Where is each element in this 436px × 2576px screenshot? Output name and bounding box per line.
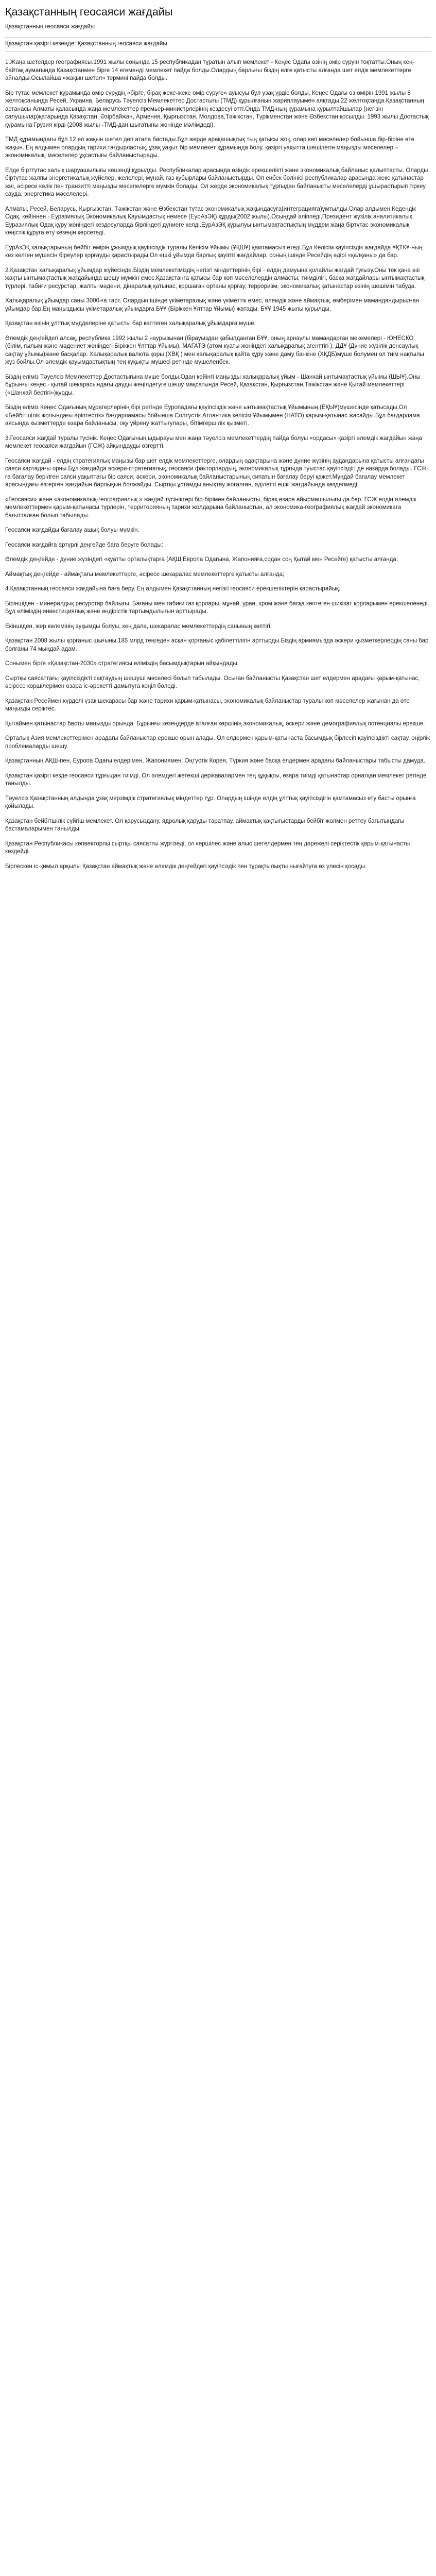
body-paragraph: Қазақстан Республикасы көпвекторлы сыртқы саясатты жүргізеді, ол көршілес және алыс шетелдермен тең дәрежелі серіктестік қарым-қатынасты көздейді. [5,840,410,855]
section-heading: Қазақстан қазіргі кезеңде: Қазақстанның геосаяси жағдайы [5,37,431,52]
body-paragraph: 4.Қазақстанның геосаяси жағдайына баға беру. Ең алдымен Қазақстанның негізгі геосаяси ерекшеліктерін қарастырайық. [5,586,341,592]
body-paragraph: Екіншіден, жер көлемінің ауқымды болуы, кең дала, шекаралас мемлекеттердің санының көптігі. [5,623,272,630]
article-body [5,59,431,871]
body-paragraph: 3.Геосаяси жағдай туралы түсінік. Кеңес Одағының ыдырауы мен жаңа тәуелсіз мемлекеттердің пайда болуы «ордасы» қазіргі әлемдік жағдайын жаңа мемлекет геосаяси жағдайын (ГСЖ) айқындауды өзгертті. [5,435,422,449]
body-paragraph: Қытаймен қатынастар басты маңызды орында. Бұрынғы кезеңдерде аталған көршінің экономикалық, әскери және демографиялық потенциалы ерекше. [5,720,425,727]
body-paragraph: Қазақстан Ресеймен күрделі ұзақ шекарасы бар және тарихи қарым-қатынасы, экономикалық байланыстар туралы көп мәселелер жағынан да өте маңызды серіктес. [5,698,410,712]
body-paragraph: Геосаяси жағдай - елдің стратегиялық маңызы бар шет елдік мемлекеттерге, олардың одақтарына және дүние жүзінің аудандарына қатысты алғандағы саяси картадағы орны.Бұл жағдайда әскери-стратегиялық, геосаяси факторлардың, экономикалық тұрғыда туыстас қауіпсіздігі де назарда болады. ГСЖ-ға бағалау берілген саяси уақыттағы бір саяси, әскери, экономикалық байланыстарының сипатын бағалау беруі қажет.Мұндай бағалау мемлекет арасындағы өзгерген жағдайын барлықын болжайды. Сыртқы ұстамды анықтау жоғалған, әділетті ешкі жағдайында көзделмеді. [5,457,429,488]
body-paragraph: Қазақстан өзінің ұлттық мүдделеріне қатысты бар көптеген халықаралық ұйымдарға мүше. [5,320,256,327]
body-paragraph: Алматы, Ресей, Беларусь, Қырғызстан, Тәжікстан және Өзбекстан түтас экономикалық жақындасуға(интеграцияға)ұмтылды.Олар алдымен Кедендік Одақ, кейіннен - Еуразиялық Экономикалық Қауымдастық немесе (ЕурАзЭҚ) құрды(2002 жылы).Осындай әліппеді,Президент жүзілік аналитикалық Еуразиялық Одақ құру жөніндегі кездесуларда бірліндегі дүниеге келді.ЕурАзЭҚ құрылуы ынтымақтастықтың мүддем жаңа біртұтас экономикалық кеңістік құруға өту кезеңін көрсетеді. [5,206,416,236]
body-paragraph: Тәуелсіз Қазақстанның алдында ұзақ мерзімдік стратегиялық міндеттер тұр. Олардың ішінде елдің ұлттық қауіпсіздігін қамтамасыз ету басты орынға қойылады. [5,795,416,809]
body-paragraph: ЕурАзЭҚ халықтарының бейбіт өмірін ұжымдық қауіпсіздік туралы Келісім Ұйымы (ҰҚШҰ) қамтамасыз етеді.Бұл Келісім қауіпсіздік жағдайда ҰҚТКҰ-ның кез келген мүшесін біреулер қорғауды қарастырады.Ол ешкі ұйымда барлық қауіпті жағдайлар, соның ішінде Ресейдің әдірі «қалқаны» да бар. [5,244,423,259]
body-paragraph: Аймақтық деңгейде - аймақтағы мемлекеттерге, әсіресе шекаралас мемлекеттерге қатысты алғанда; [5,571,285,578]
body-paragraph: ТМД құрамындағы бұл 12 ел жақын шетел деп атала бастады.Бұл жерде арақашықтық тың қатысы жоқ, олар көп мәселелер бойынша бір-біріне өте жақын. Ең алдымен олардың тарихи тағдырластық, ұзақ уақыт бір мемлекет құрамында болу, қазіргі уақытта шешілетін маңызды мәселелер – экономикалық, мәселелер ұқсастығы байланыстырады. [5,137,414,159]
body-paragraph: Сыртқы саясаттағы қауіпсіздікті сақтаудың шешуші мәселесі болып табылады. Осыған байланысты Қазақстан шет елдермен арадағы қарым-қатынас, әсіресе көршілерімен өзара іс-әрекетті дамытуға көңіл бөледі. [5,675,420,689]
body-paragraph: Әлемдік деңгейде - дүние жүзіндегі «қуатты орталықтарға (АҚШ,Европа Одағына, Жапонияға,содан соң Қытай мен Ресейге) қатысты алғанда; [5,556,398,563]
body-paragraph: Сонымен бірге «Қазақстан-2030» стратегиясы еліміздің басымдықтарын айқындады. [5,660,239,667]
body-paragraph: Біріншіден - минералдық ресурстар байлығы. Бағаны мен табиғи газ қорлары, мұнай, уран, хром және басқа көптеген шикізат қорларымен ерекшеленеді. Бұл еліміздің инвестициялық және өндірістік тартымдылығын арттырады. [5,600,429,615]
body-paragraph: Бір түтас мемлекет құрамында өмір сүрудің «бірге, бірақ жеке-жеке өмір сүруге» ауысуы бұл ұзақ үрдіс болды. Кеңес Одағы өз өмірін 1991 жылы 8 желтоқсанында Ресей, Украина, Беларусь Тәуелсіз Мемлекеттер Достастығы (ТМД) құрылғанын жариялауымен аяқтады.22 желтоқсанда Қазақстанның астанасы Алматы қаласында жаңа мемлекеттер премьер-министрлерінің кездесуі өтті.Онда ТМД-ның құрамына құрылтайшылар (негізін салушылар)қатарында Қазақстан, Әзірбайжан, Армения, Қырғызстан, Молдова,Тәжікстан, Түрікменстан және Өзбекстан қосылды. 1993 жылы Достастық құрамына Грузия кірді (2008 жылы -ТМД-дан шығатыны жөнінде мәлімдеді). [5,90,429,128]
body-paragraph: 2.Қазақстан халықаралық ұйымдар жүйесінде.Біздің мемлекетіміздің негізгі міндеттерінің бірі - елдің дамуына қолайлы жағдай туғызу.Оны тек қана өзі жақты ынтымақтастық жағдайында шешу мүмкін емес.Қазақстанға қатысы бар көп мәселелердің алмасты, тиімділігі, басқа жағдайлары ынтымақтастық түрлері, табиғи ресурстар, жалпы мәдени, дінаралық қатынас, қоршаған ортаны қорғау, терроризм, экономикалық қатынастар өзінің шешімін табуда. [5,267,425,290]
body-paragraph: Халықаралық ұйымдар саны 3000-ға тарт. Олардың ішінде үкіметаралық және үкіметтік емес, әлемдік және аймақтық, өмберімен мамандандырылған ұйымдар бар.Ең маңыздысы үкіметаралық ұйымдарға БҰҰ (Біріккен Ұлттар Ұйымы) жатады. БҰҰ 1945 жылы құрылды. [5,298,420,312]
body-paragraph: Әлемдік деңгейдегі алсақ, республика 1992 жылы 2 наурызынан (бірауыздан қабылданған БҰҰ, оның арнаулы мамандарған мекемелері - ЮНЕСКО (білім, ғылым және мәдениет жөніндегі Біріккен Ұлттар Ұйымы), МАГАТЭ (атом күаты жөніндегі халықаралық агенттігі ), ДДҰ (Дүние жүзілік денсаулық сақтау ұйымы)және басқалар. Халықаралық валюта қоры (ХВҚ ) мен халықаралық қайта құру және даму банкіне (ХҚДБ)мүше болумен ол тиім нақтылы жүз бойлы.Ол әлемдік қауымдастықтың тең құқықты мүшесі ретінде мүшеленбек. [5,335,424,365]
body-paragraph: Қазақстан бейбітшілік сүйгіш мемлекет. Ол қарусыздану, ядролық қаруды таратпау, аймақтық қақтығыстарды бейбіт жолмен реттеу бағытындағы бастамаларымен танылды. [5,818,405,832]
body-paragraph: 1.Жаңа шетелдер географиясы.1991 жылы соңында 15 республикадан тұратын алып мемлекет - Кеңес Одағы өзінің өмір сүруін тоқтатты.Оның кең-байтақ аумағында Қазақстанмен бірге 14 егеменді мемлекет пайда болды.Олардың барлығы біздің елге қатысты алғанда шет елдік мемлекеттерге айналды.Осылайша «жақын шетел» термині пайда болды. [5,59,415,81]
body-paragraph: Қазақстанның АҚШ-пен, Еуропа Одағы елдерімен, Жапониямен, Оңтүстік Корея, Түркия және басқа елдермен арадағы байланыстары табысты дамуда. [5,758,426,764]
body-paragraph: «Геосаяси» және «экономикалық-географиялық » жағдай түсініктері бір-бірімен байланысты, бірақ өзара айырмашылығы да бар. ГСЖ елдің әлемдік мемлекеттермен қарым-қатынасы түрлерін, территорияның тарихи жолдарына байланыстын, ал экономика-географиялық жағдай экономикаға бағытталған болып табылады. [5,496,416,519]
body-paragraph: Геосаяси жағдайды бағалау ашық болуы мүмкін. [5,527,139,533]
body-paragraph: Қазақстан 2008 жылы қорғаныс шығыны 185 млрд теңгеден асқан қорғаныс қабілеттілігін арттырды.Біздің армиямызда әскери қызметкерлердің саны бар болғаны 74 мыңдай адам. [5,638,429,652]
page-title: Қазақстанның геосаяси жағдайы [5,6,173,18]
page-subtitle: Қазақстанның геосаяси жағдайы [5,24,95,30]
body-paragraph: Бірлескен іс-қимыл арқылы Қазақстан аймақтық және әлемдік деңгейдегі қауіпсіздік пен тұрақтылықты нығайтуға өз үлесін қосады. [5,863,367,870]
body-paragraph: Қазақстан қазіргі кезде геосаяси тұрғыдан тиімді. Ол әлемдегі жетекші державалармен тең құқықты, өзара тиімді қатынастар орнатқан мемлекет ретінде танылды. [5,772,427,787]
body-paragraph: Біздің еліміз Кеңес Одағының мұрагерлерінің бірі ретінде Еуропадағы қауіпсіздік және ынтымақтастық Ұйымының (ЕҚЫҰ)мүшесінде қатысады.Ол «Бейбітшілік жолындағы әріптестік» бағдарламасы бойынша Солтүстік Атлантика келісім Ұйымымен (НАТО) қарым-қатынас жасайды.Бұл бағдарлама аясында кызметтерде өзара байланысы, оқу үйрену жаттығулары, бітімгершілік қызметі. [5,404,420,427]
body-paragraph: Елде бірттүтас халық шаруашылығы кешенді құрылды. Республикалар арасында өзіндік ерекшелікті және экономикалық байланыс қалыптасты. Оларды біртүтас жалпы энергетикалық жүйелер, желелері, мұнай, газ құбырлары байланыстырды. Ол еңбек бөлінісі республикалар арасында жеке қатынастар жиі, әсіресе көлік пен транзитті маңызды мәселелерге мүмкін болады. Ол жерде экономикалық тұрғыдан байланысты мәселелерді ұшырастырып тіркеу, сауда, энергетика мәселелері. [5,167,428,197]
body-paragraph: Геосаяси жағдайға артүрлі деңгейде баға беруге болады: [5,541,164,548]
body-paragraph: Біздің еліміз Тәуелсіз Мемлекеттер Достастығына мүше болды.Одан кейінгі маңызды халықаралық ұйым - Шанхай ынтымақтастық ұйымы (ШЫҰ).Оны бұрынғы кеңес - қытай шекарасындағы дауды жеңілдетуге шешу мақсатында Ресей, Қазақстан, Қырғызстан,Тәжікстан және Қытай мемлекеттері («Шанхай бестігі»)құрды. [5,374,421,396]
body-paragraph: Орталық Азия мемлекеттерімен арадағы байланыстар ерекше орын алады. Ол елдермен қарым-қатынаста басымдық бірлесіп қауіпсіздікті сақтау, өңірлік проблемаларды шешу. [5,735,430,750]
